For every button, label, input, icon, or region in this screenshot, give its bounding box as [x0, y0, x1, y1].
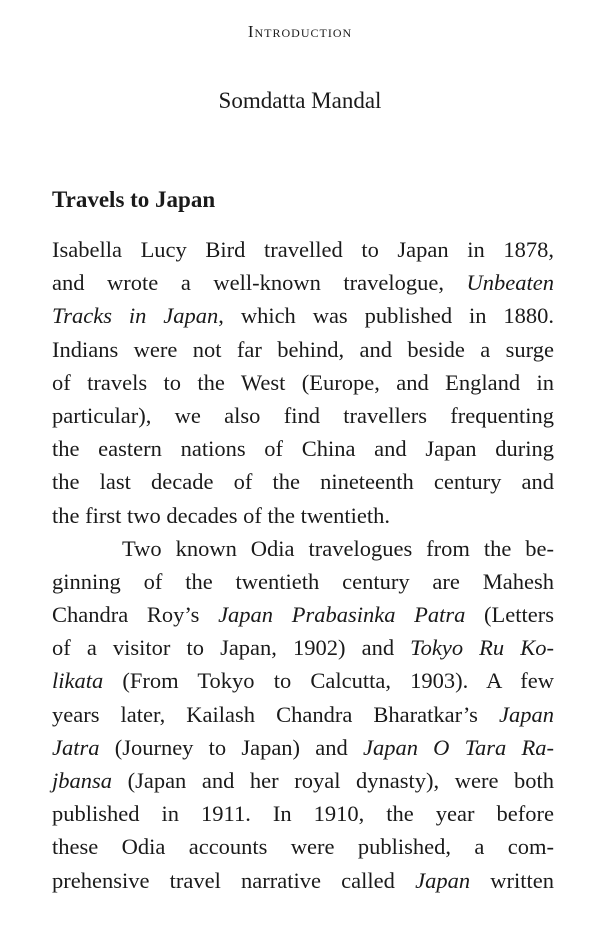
text-line: [52, 333, 554, 366]
text-line: [52, 764, 554, 797]
text-line: [52, 299, 554, 332]
text-segment: written: [470, 867, 554, 893]
text-segment: the eastern nations of China and Japan during: [52, 436, 554, 462]
text-line: [52, 698, 554, 731]
text-segment: the last decade of the nineteenth century and: [52, 469, 554, 495]
text-line: [52, 565, 554, 598]
text-segment: prehensive travel narrative called: [52, 867, 416, 893]
italic-title: Unbeaten: [466, 270, 554, 296]
text-segment: (Letters: [465, 602, 554, 628]
text-line: [52, 532, 554, 565]
text-segment: Indians were not far behind, and beside a surge: [52, 336, 554, 362]
text-line: [52, 266, 554, 299]
italic-title: Japan O Tara Ra-: [362, 734, 554, 760]
italic-title: likata: [52, 668, 104, 694]
text-line: [52, 233, 554, 266]
text-line: [52, 465, 554, 498]
text-segment: of travels to the West (Europe, and England in: [52, 369, 554, 395]
text-segment: (Japan and her royal dynasty), were both: [112, 768, 554, 793]
text-line: [52, 399, 554, 432]
text-line: [52, 631, 554, 664]
text-line: [52, 499, 554, 532]
text-line: [52, 432, 554, 465]
text-segment: these Odia accounts were published, a com-: [52, 834, 554, 860]
text-segment: Two known Odia travelogues from the be-: [122, 535, 554, 561]
text-segment: published in 1911. In 1910, the year before: [52, 801, 554, 827]
text-segment: particular), we also find travellers frequenting: [52, 402, 554, 428]
italic-title: Japan: [415, 867, 471, 893]
text-line: [52, 864, 554, 897]
text-line: [52, 797, 554, 830]
chapter-author: Somdatta Mandal: [218, 88, 382, 113]
text-line: [52, 366, 554, 399]
text-segment: years later, Kailash Chandra Bharatkar’s: [52, 701, 499, 727]
text-line: [52, 598, 554, 631]
text-segment: , which was published in 1880.: [218, 303, 554, 329]
text-line: [52, 664, 554, 697]
italic-title: Tracks in Japan: [52, 303, 219, 329]
body-text: [52, 233, 554, 897]
running-head: Introduction: [247, 22, 353, 41]
text-segment: of a visitor to Japan, 1902) and: [52, 635, 411, 661]
text-segment: Isabella Lucy Bird travelled to Japan in 1878,: [52, 237, 554, 262]
text-segment: Chandra Roy’s: [52, 602, 219, 628]
text-segment: and wrote a well-known travelogue,: [52, 270, 467, 296]
text-segment: (From Tokyo to Calcutta, 1903). A few: [103, 668, 554, 694]
text-line: [52, 830, 554, 863]
text-segment: (Journey to Japan) and: [99, 734, 363, 760]
text-segment: ginning of the twentieth century are Mahesh: [52, 568, 554, 594]
italic-title: Japan Prabasinka Patra: [218, 602, 466, 628]
text-line: [52, 731, 554, 764]
italic-title: Tokyo Ru Ko-: [410, 635, 554, 661]
italic-title: Jatra: [52, 734, 100, 760]
italic-title: jbansa: [52, 768, 113, 793]
section-heading: Travels to Japan: [52, 187, 216, 212]
italic-title: Japan: [499, 701, 554, 727]
text-segment: the first two decades of the twentieth.: [52, 502, 391, 528]
